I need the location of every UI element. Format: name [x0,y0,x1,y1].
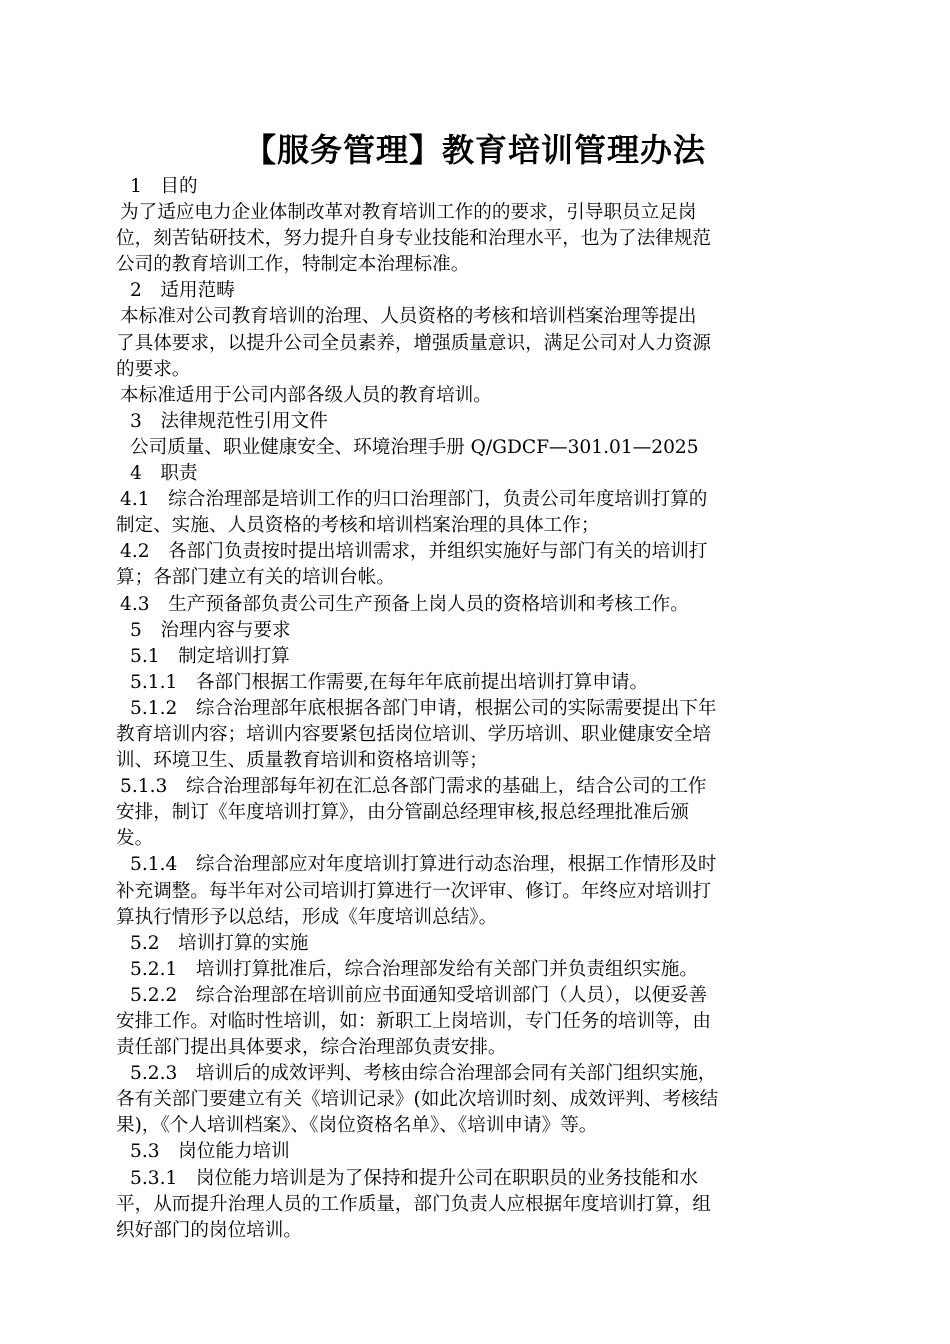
text-line: 5.1 制定培训打算 [130,645,290,667]
text-line: 发。 [116,828,154,850]
text-line: 训、环境卫生、质量教育培训和资格培训等； [116,750,488,772]
text-line: 责任部门提出具体要求，综合治理部负责安排。 [116,1037,507,1059]
text-line: 5.2 培训打算的实施 [130,932,309,954]
text-line: 5.2.3 培训后的成效评判、考核由综合治理部会同有关部门组织实施， [130,1063,717,1085]
text-line: 4.3 生产预备部负责公司生产预备上岗人员的资格培训和考核工作。 [120,593,689,615]
text-line: 1 目的 [130,176,198,197]
text-line: 本标准适用于公司内部各级人员的教育培训。 [120,384,492,406]
text-line: 织好部门的岗位培训。 [116,1219,302,1241]
text-line: 5.1.2 综合治理部年底根据各部门申请，根据公司的实际需要提出下年 [130,697,717,719]
text-line: 5.2.2 综合治理部在培训前应书面通知受培训部门（人员），以便妥善 [130,984,708,1006]
text-line: 5.3 岗位能力培训 [130,1141,290,1163]
text-line: 5.3.1 岗位能力培训是为了保持和提升公司在职职员的业务技能和水 [130,1167,698,1189]
text-line: 补充调整。每半年对公司培训打算进行一次评审、修订。年终应对培训打 [116,880,712,902]
text-line: 4.1 综合治理部是培训工作的归口治理部门，负责公司年度培训打算的 [120,489,708,511]
text-line: 为了适应电力企业体制改革对教育培训工作的的要求，引导职员立足岗 [120,202,697,224]
text-line: 4.2 各部门负责按时提出培训需求，并组织实施好与部门有关的培训打 [120,541,708,563]
text-line: 各有关部门要建立有关《培训记录》(如此次培训时刻、成效评判、考核结 [116,1089,719,1111]
document-body [116,174,832,1244]
text-line: 5.1.3 综合治理部每年初在汇总各部门需求的基础上，结合公司的工作 [120,776,707,798]
text-line: 5 治理内容与要求 [130,619,291,641]
text-line: 安排，制订《年度培训打算》，由分管副总经理审核,报总经理批准后颁 [116,802,690,824]
text-line: 教育培训内容；培训内容要紧包括岗位培训、学历培训、职业健康安全培 [116,723,712,745]
document-title: 【服务管理】教育培训管理办法 [243,131,706,169]
text-line: 2 适用范畴 [130,280,235,302]
text-line: 制定、实施、人员资格的考核和培训档案治理的具体工作； [116,515,600,537]
text-line: 安排工作。对临时性培训，如：新职工上岗培训，专门任务的培训等，由 [116,1011,712,1032]
text-line: 5.1.4 综合治理部应对年度培训打算进行动态治理，根据工作情形及时 [130,854,717,876]
text-line: 算执行情形予以总结，形成《年度培训总结》。 [116,906,498,928]
text-line: 公司质量、职业健康安全、环境治理手册 Q/GDCF—301.01—2025 [130,436,699,458]
text-line: 算；各部门建立有关的培训台帐。 [116,567,395,589]
text-line: 公司的教育培训工作，特制定本治理标准。 [116,254,470,276]
text-line: 位，刻苦钻研技术，努力提升自身专业技能和治理水平，也为了法律规范 [116,228,712,250]
text-line: 的要求。 [116,358,191,380]
text-line: 4 职责 [130,463,198,485]
text-line: 3 法律规范性引用文件 [130,410,328,432]
text-line: 平，从而提升治理人员的工作质量，部门负责人应根据年度培训打算，组 [116,1193,712,1215]
text-line: 5.1.1 各部门根据工作需要,在每年年底前提出培训打算申请。 [130,671,649,693]
text-line: 果)，《个人培训档案》、《岗位资格名单》、《培训申请》等。 [116,1115,598,1137]
text-line: 了具体要求，以提升公司全员素养，增强质量意识，满足公司对人力资源 [116,332,712,354]
text-line: 本标准对公司教育培训的治理、人员资格的考核和培训档案治理等提出 [120,306,697,328]
text-line: 5.2.1 培训打算批准后，综合治理部发给有关部门并负责组织实施。 [130,958,698,980]
